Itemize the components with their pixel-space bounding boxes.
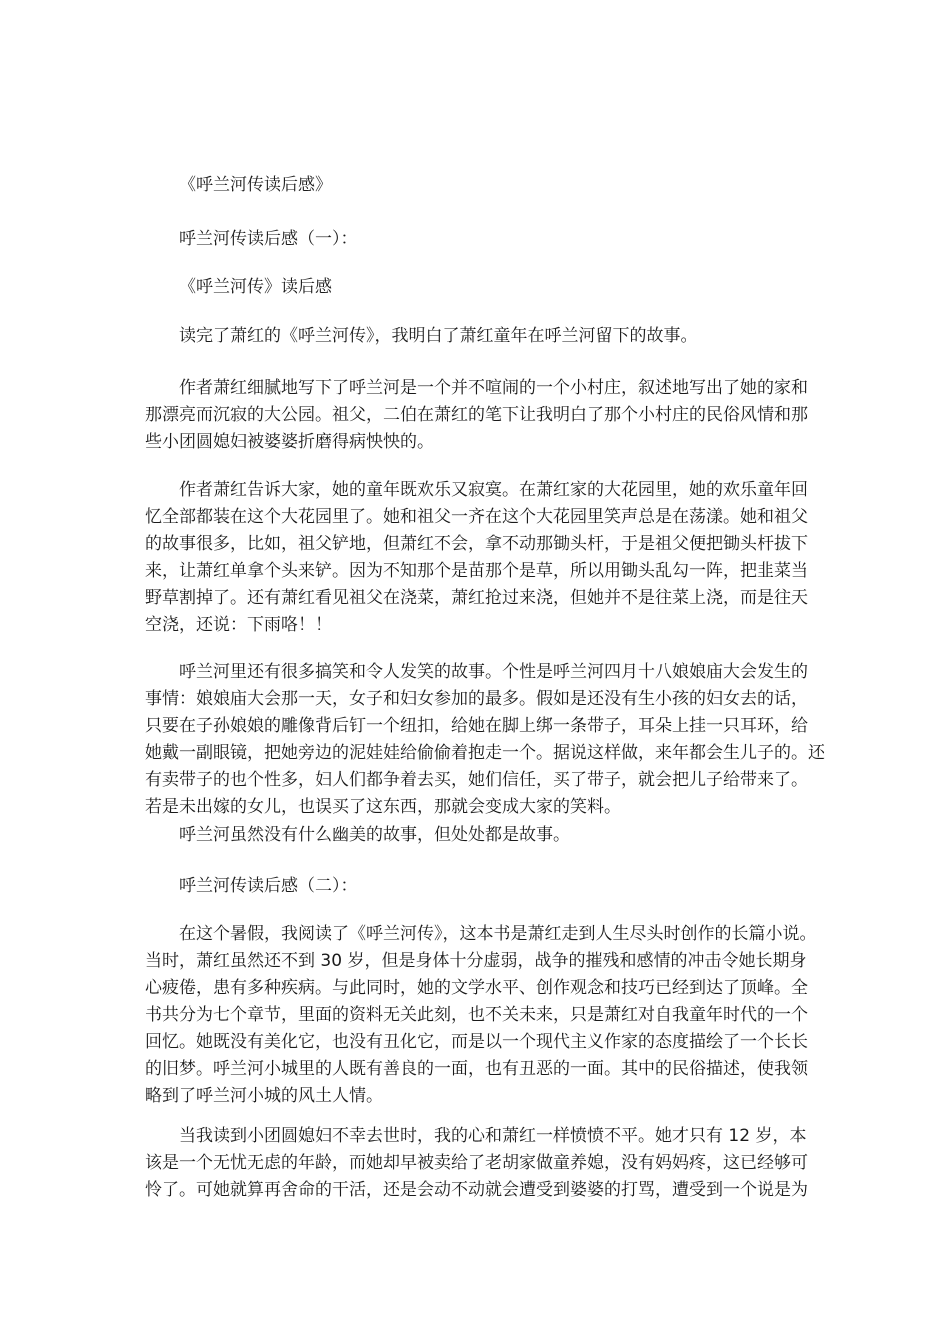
paragraph-line: 书共分为七个章节，里面的资料无关此刻，也不关未来，只是萧红对自我童年时代的一个: [145, 1005, 808, 1025]
paragraph-5: [145, 822, 570, 849]
paragraph-line: 作者萧红告诉大家，她的童年既欢乐又寂寞。在萧红家的大花园里，她的欢乐童年回: [179, 480, 808, 500]
paragraph-line: 在这个暑假，我阅读了《呼兰河传》，这本书是萧红走到人生尽头时创作的长篇小说。: [179, 924, 817, 944]
paragraph-line: 那漂亮而沉寂的大公园。祖父，二伯在萧红的笔下让我明白了那个小村庄的民俗风情和那: [145, 405, 808, 425]
paragraph-line: 呼兰河虽然没有什么幽美的故事，但处处都是故事。: [179, 825, 570, 845]
paragraph-line: 回忆。她既没有美化它，也没有丑化它，而是以一个现代主义作家的态度描绘了一个长长: [145, 1032, 808, 1052]
paragraph-line: 略到了呼兰河小城的风土人情。: [145, 1086, 383, 1106]
paragraph-line: 当我读到小团圆媳妇不幸去世时，我的心和萧红一样愤愤不平。她才只有 12 岁，本: [179, 1126, 807, 1146]
paragraph-line: 当时，萧红虽然还不到 30 岁，但是身体十分虚弱，战争的摧残和感情的冲击令她长期身: [145, 951, 807, 971]
paragraph-line: 野草割掉了。还有萧红看见祖父在浇菜，萧红抢过来浇，但她并不是往菜上浇，而是往天: [145, 588, 808, 608]
paragraph-line: 空浇，还说：下雨咯！！: [145, 615, 332, 635]
paragraph-line: 只要在子孙娘娘的雕像背后钉一个纽扣，给她在脚上绑一条带子，耳朵上挂一只耳环，给: [145, 716, 808, 736]
paragraph-line: 忆全部都装在这个大花园里了。她和祖父一齐在这个大花园里笑声总是在荡漾。她和祖父: [145, 507, 808, 527]
paragraph-line: 该是一个无忧无虑的年龄，而她却早被卖给了老胡家做童养媳，没有妈妈疼，这已经够可: [145, 1153, 808, 1173]
paragraph-line: 读完了萧红的《呼兰河传》，我明白了萧红童年在呼兰河留下的故事。: [179, 326, 698, 346]
paragraph-1: [145, 323, 698, 350]
paragraph-line: 她戴一副眼镜，把她旁边的泥娃娃给偷偷着抱走一个。据说这样做，来年都会生儿子的。还: [145, 743, 825, 763]
paragraph-line: 来，让萧红单拿个头来铲。因为不知那个是苗那个是草，所以用锄头乱勾一阵，把韭菜当: [145, 561, 808, 581]
paragraph-line: 事情：娘娘庙大会那一天，女子和妇女参加的最多。假如是还没有生小孩的妇女去的话，: [145, 689, 808, 709]
paragraph-line: 作者萧红细腻地写下了呼兰河是一个并不喧闹的一个小村庄，叙述地写出了她的家和: [179, 378, 808, 398]
paragraph-7: [145, 1123, 808, 1204]
section-heading-2: 呼兰河传读后感（二）：: [179, 876, 358, 896]
paragraph-2: [145, 375, 808, 456]
paragraph-line: 呼兰河里还有很多搞笑和令人发笑的故事。个性是呼兰河四月十八娘娘庙大会发生的: [179, 662, 808, 682]
section-subtitle-1: 《呼兰河传》读后感: [179, 277, 332, 297]
paragraph-line: 若是未出嫁的女儿，也误买了这东西，那就会变成大家的笑料。: [145, 797, 621, 817]
paragraph-4: [145, 659, 825, 821]
paragraph-line: 的旧梦。呼兰河小城里的人既有善良的一面，也有丑恶的一面。其中的民俗描述，使我领: [145, 1059, 808, 1079]
paragraph-line: 的故事很多，比如，祖父铲地，但萧红不会，拿不动那锄头杆，于是祖父便把锄头杆拔下: [145, 534, 808, 554]
paragraph-line: 怜了。可她就算再舍命的干活，还是会动不动就会遭受到婆婆的打骂，遭受到一个说是为: [145, 1180, 808, 1200]
paragraph-line: 些小团圆媳妇被婆婆折磨得病怏怏的。: [145, 432, 434, 452]
paragraph-3: [145, 477, 808, 639]
paragraph-line: 心疲倦，患有多种疾病。与此同时，她的文学水平、创作观念和技巧已经到达了顶峰。全: [145, 978, 808, 998]
document-title: 《呼兰河传读后感》: [179, 175, 332, 195]
paragraph-line: 有卖带子的也个性多，妇人们都争着去买，她们信任，买了带子，就会把儿子给带来了。: [145, 770, 808, 790]
section-heading-1: 呼兰河传读后感（一）：: [179, 229, 358, 249]
paragraph-6: [145, 921, 817, 1110]
